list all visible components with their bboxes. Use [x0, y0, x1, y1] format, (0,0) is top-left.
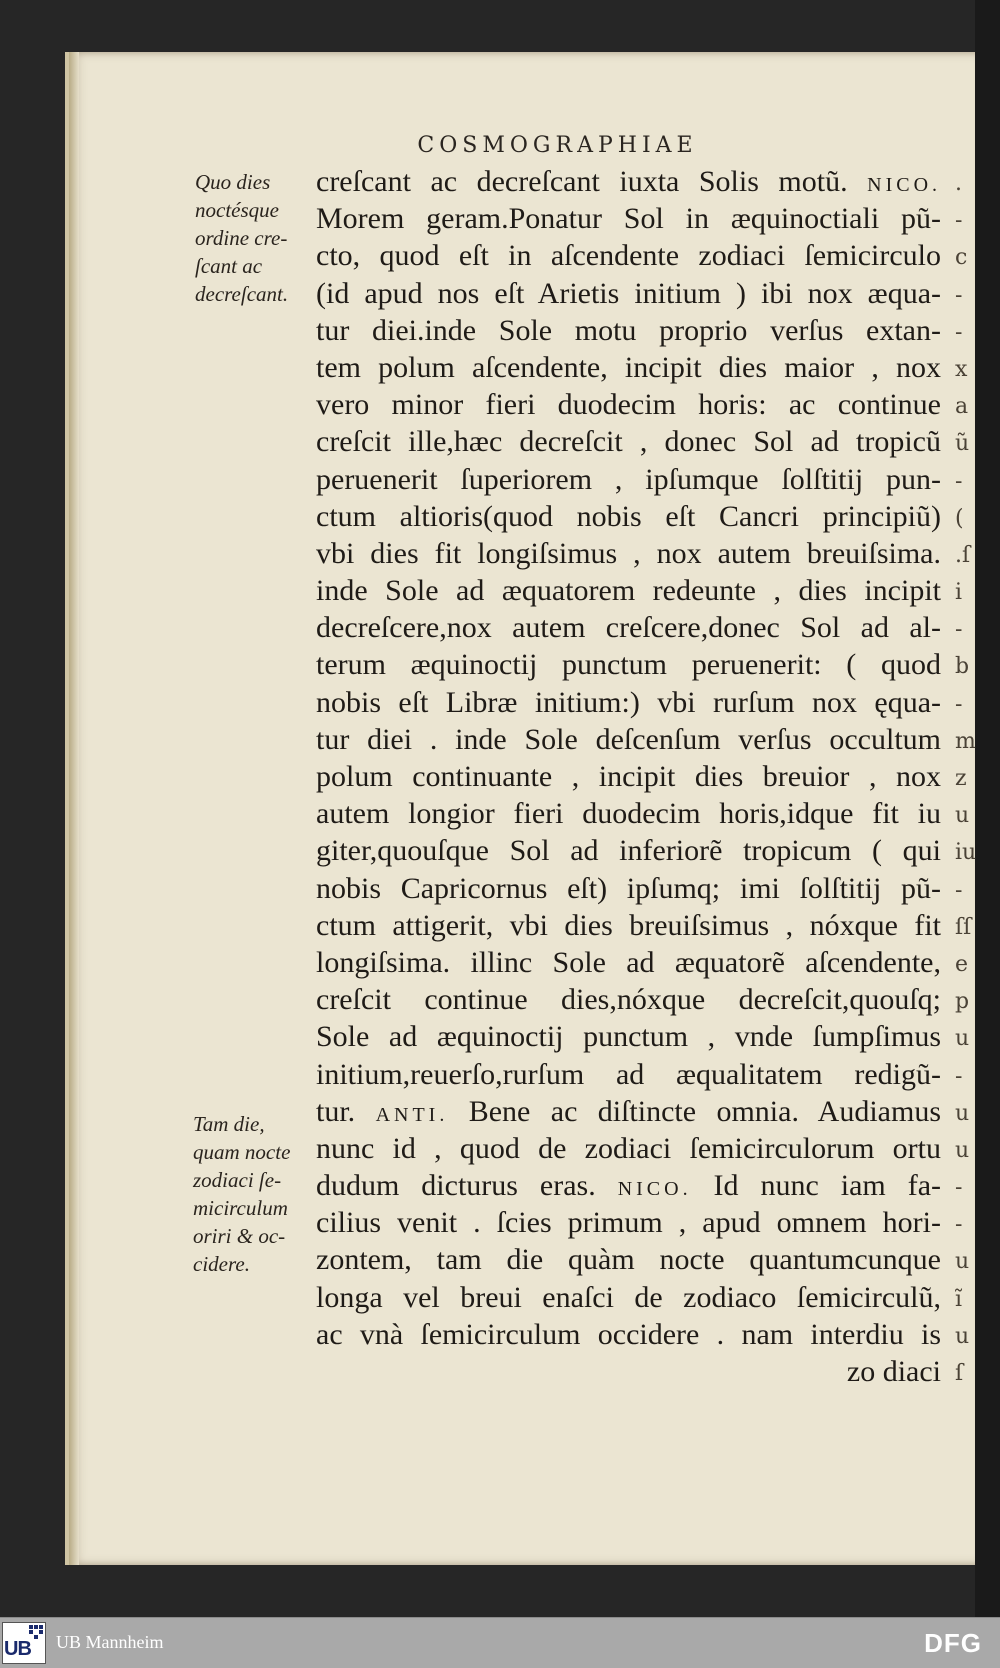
line-text: nunc id , quod de zodiaci ſemicirculorum ortu	[316, 1131, 941, 1165]
bleed-glyph: .ſ	[955, 542, 971, 568]
bleed-glyph: -	[955, 319, 963, 345]
marginal-line: ſcant ac	[195, 254, 263, 278]
line-text: terum æquinoctij punctum peruenerit: ( quod	[316, 648, 941, 682]
line-text: autem longior fieri duodecim horis,idque fit iu	[316, 797, 941, 831]
line-text: ctum altioris(quod nobis eſt Cancri principiũ)	[316, 499, 941, 533]
marginal-line: zodiaci ſe-	[193, 1168, 282, 1192]
line-text: Sole ad æquinoctij punctum , vnde ſumpſimus	[316, 1020, 941, 1054]
line-text: ctum attigerit, vbi dies breuiſsimus , nóxque fit	[316, 908, 941, 942]
footer-bar	[0, 1617, 1000, 1668]
line-text: zontem, tam die quàm nocte quantumcunque	[316, 1243, 941, 1277]
bleed-glyph: .	[955, 171, 962, 196]
text-line	[316, 1093, 941, 1130]
line-text-continued: Bene ac diſtincte omnia. Audiamus	[468, 1094, 942, 1128]
logo-grid-icon	[29, 1625, 43, 1639]
text-line	[316, 684, 941, 721]
line-text: vero minor fieri duodecim horis: ac continue	[316, 388, 941, 422]
text-line	[316, 461, 941, 498]
text-line	[316, 237, 941, 274]
bleed-glyph: p	[955, 989, 970, 1015]
line-text: tur.	[316, 1094, 356, 1128]
bleed-glyph: b	[955, 654, 970, 680]
marginal-line: ordine cre-	[195, 226, 288, 250]
text-line	[316, 907, 941, 944]
text-line	[316, 572, 941, 609]
text-line	[316, 423, 941, 460]
text-line	[316, 1018, 941, 1055]
marginal-note-2	[193, 1110, 308, 1278]
line-text: tem polum aſcendente, incipit dies maior , nox	[316, 350, 941, 384]
bleed-glyph: ũ	[955, 431, 970, 457]
marginal-line: micirculum	[193, 1196, 288, 1220]
bleed-glyph: u	[955, 1026, 970, 1052]
line-text: cilius venit . ſcies primum , apud omnem hori-	[316, 1206, 941, 1240]
bleed-glyph: u	[955, 1323, 970, 1349]
bleed-glyph: -	[955, 208, 963, 234]
bleed-glyph: -	[955, 617, 963, 643]
line-text: peruenerit ſuperiorem , ipſumque ſolſtitij pun-	[316, 462, 941, 496]
text-line	[316, 1130, 941, 1167]
bleed-glyph: u	[955, 1137, 970, 1163]
line-text: Morem geram.Ponatur Sol in æquinoctiali pũ-	[316, 202, 941, 236]
line-text: dudum dicturus eras.	[316, 1169, 596, 1203]
bleed-glyph: -	[955, 1212, 963, 1238]
speaker-name: NICO.	[617, 1178, 692, 1201]
text-line	[316, 349, 941, 386]
line-text: decreſcere,nox autem creſcere,donec Sol ad al-	[316, 611, 941, 645]
bleed-glyph: -	[955, 877, 963, 903]
marginal-line: Quo dies	[195, 170, 271, 194]
bleed-glyph: m	[955, 728, 976, 754]
bleed-glyph: e	[955, 951, 969, 977]
text-line	[316, 163, 941, 200]
page-gutter	[69, 52, 79, 1565]
line-text: longa vel breui enaſci de zodiaco ſemicirculũ,	[316, 1280, 941, 1314]
marginal-line: quam nocte	[193, 1140, 291, 1164]
body-text	[316, 163, 941, 1390]
text-line	[316, 498, 941, 535]
marginal-note-1	[195, 168, 305, 308]
bleed-glyph: u	[955, 1100, 970, 1126]
bleed-glyph: ſſ	[955, 914, 972, 940]
line-text: tur diei . inde Sole deſcenſum verſus occultum	[316, 722, 941, 756]
text-line	[316, 1279, 941, 1316]
text-line	[316, 758, 941, 795]
text-line	[316, 832, 941, 869]
text-line	[316, 535, 941, 572]
line-text: creſcit ille,hæc decreſcit , donec Sol ad tropicũ	[316, 425, 941, 459]
bleed-glyph: ſ	[955, 1361, 964, 1386]
line-text: initium,reuerſo,rurſum ad æqualitatem redigũ-	[316, 1057, 941, 1091]
bleed-glyph: ĩ	[955, 1286, 963, 1312]
text-line	[316, 721, 941, 758]
text-line	[316, 646, 941, 683]
bleed-glyph: i	[955, 580, 963, 606]
bleed-glyph: z	[955, 766, 967, 791]
running-head: COSMOGRAPHIAE	[417, 133, 698, 158]
line-text: longiſsima. illinc Sole ad æquatorẽ aſcendente,	[316, 945, 941, 979]
bleed-glyph: iu	[955, 840, 977, 866]
marginal-line: noctésque	[195, 198, 279, 222]
text-line	[316, 795, 941, 832]
bleed-glyph: -	[955, 1175, 963, 1201]
line-text: (id apud nos eſt Arietis initium ) ibi nox æqua-	[316, 276, 941, 310]
text-line	[316, 1316, 941, 1353]
bleed-glyph: u	[955, 1249, 970, 1275]
line-text: inde Sole ad æquatorem redeunte , dies incipit	[316, 574, 941, 608]
speaker-name: NICO.	[867, 174, 942, 196]
text-line	[316, 870, 941, 907]
line-text: creſcit continue dies,nóxque decreſcit,quouſq;	[316, 983, 941, 1017]
text-line	[316, 275, 941, 312]
text-line	[316, 609, 941, 646]
bleed-glyph: -	[955, 1063, 963, 1089]
marginal-line: cidere.	[193, 1252, 250, 1276]
bleed-glyph: -	[955, 282, 963, 308]
bleed-glyph: (	[955, 505, 964, 531]
line-text: vbi dies fit longiſsimus , nox autem breuiſsima.	[316, 536, 941, 570]
bleed-glyph: -	[955, 468, 963, 494]
marginal-line: Tam die,	[193, 1112, 265, 1136]
line-text: giter,quouſque Sol ad inferiorẽ tropicum ( qui	[316, 834, 941, 868]
text-line	[316, 200, 941, 237]
logo-letters: UB	[4, 1638, 31, 1660]
dfg-logo[interactable]: DFG	[924, 1628, 982, 1658]
marginal-line: decreſcant.	[195, 282, 289, 306]
facing-page-edge	[975, 0, 1000, 1617]
text-line	[316, 1056, 941, 1093]
text-line	[316, 1204, 941, 1241]
text-line	[316, 944, 941, 981]
library-name[interactable]: UB Mannheim	[56, 1632, 164, 1652]
catchword: zo diaci	[846, 1355, 941, 1388]
marginal-line: oriri & oc-	[193, 1224, 286, 1248]
bleed-glyph: c	[955, 245, 968, 271]
text-line	[316, 981, 941, 1018]
bleed-glyph: a	[955, 394, 969, 420]
bleed-glyph: u	[955, 803, 970, 829]
line-text: creſcant ac decreſcant iuxta Solis motũ.	[316, 165, 848, 198]
line-text: cto, quod eſt in aſcendente zodiaci ſemicirculo	[316, 239, 941, 273]
line-text: ac vnà ſemicirculum occidere . nam interdiu is	[316, 1317, 941, 1351]
text-line	[316, 1167, 941, 1204]
bleed-glyph: x	[955, 356, 968, 382]
facing-page-bleed-text	[955, 165, 977, 1386]
text-line	[316, 312, 941, 349]
bleed-glyph: -	[955, 691, 963, 717]
text-line	[316, 1241, 941, 1278]
line-text-continued: Id nunc iam fa-	[713, 1169, 942, 1203]
line-text: nobis Capricornus eſt) ipſumq; imi ſolſtitij pũ-	[316, 871, 941, 905]
line-text: nobis eſt Libræ initium:) vbi rurſum nox ęqua-	[316, 685, 941, 719]
line-text: polum continuante , incipit dies breuior , nox	[316, 760, 941, 793]
ub-logo[interactable]	[2, 1622, 46, 1664]
line-text: tur diei.inde Sole motu proprio verſus extan-	[316, 313, 941, 347]
text-line	[316, 386, 941, 423]
speaker-name: ANTI.	[375, 1103, 449, 1126]
